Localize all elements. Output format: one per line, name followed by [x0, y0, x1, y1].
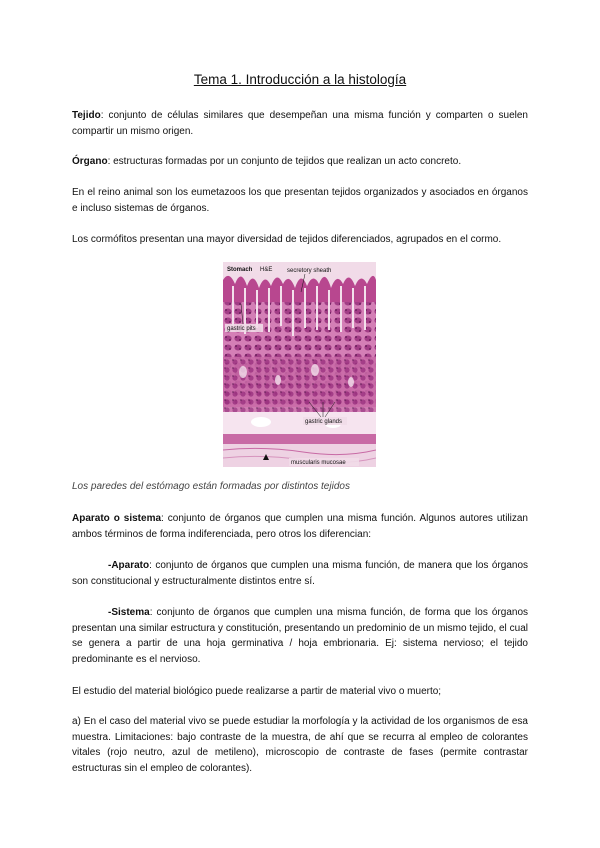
stomach-histology-image [223, 262, 376, 467]
stomach-histology-figure [223, 262, 376, 467]
paragraph-material-vivo: a) En el caso del material vivo se puede estudiar la morfología y la actividad de los organismos de esa muestra. Limitaciones: bajo contraste de la muestra, de ahí que se recurra al empleo de colorantes vitales (rojo neutro, azul de metileno), microscopio de contraste de fases (permite contrastar estructuras sin el empleo de colorantes). [72, 716, 528, 774]
definition-aparato-sistema: : conjunto de órganos que cumplen una misma función. Algunos autores utilizan ambos términos de forma indiferenciada, pero otros los diferencian: [72, 513, 528, 540]
label-gastric-glands: gastric glands [305, 419, 343, 425]
term-aparato: -Aparato [108, 560, 150, 571]
term-organo: Órgano [72, 156, 108, 167]
term-aparato-sistema: Aparato o sistema [72, 513, 162, 524]
label-stomach: Stomach [227, 267, 253, 273]
paragraph-reino-animal: En el reino animal son los eumetazoos los que presentan tejidos organizados y asociados en órganos e incluso sistemas de órganos. [72, 187, 528, 214]
paragraph-tejido [72, 108, 528, 139]
paragraph-cormofitos: Los cormófitos presentan una mayor diversidad de tejidos diferenciados, agrupados en el cormo. [72, 234, 502, 245]
label-secretory-sheath: secretory sheath [287, 268, 332, 274]
paragraph-aparato [72, 558, 528, 589]
definition-sistema: : conjunto de órganos que cumplen una misma función, de forma que los órganos presentan una similar estructura y constitución, presentando un predominio de un mismo tejido, el cual se genera a partir de una hoja germinativa / hoja embrionaria. Ej: sistema nervioso; el tejido predominante es el nervioso. [72, 607, 528, 665]
label-muscularis-mucosae: muscularis mucosae [291, 460, 346, 466]
definition-aparato: : conjunto de órganos que cumplen una misma función, de manera que los órganos son constitucional y estructuralmente distintos entre sí. [72, 560, 528, 587]
paragraph-sistema [72, 605, 528, 667]
paragraph-estudio: El estudio del material biológico puede realizarse a partir de material vivo o muerto; [72, 686, 442, 697]
paragraph-organo [72, 154, 528, 170]
label-magnification: H&E [260, 267, 273, 273]
term-sistema: -Sistema [108, 607, 150, 618]
figure-caption: Los paredes del estómago están formadas por distintos tejidos [72, 481, 350, 492]
label-gastric-pits: gastric pits [227, 326, 256, 332]
definition-organo: : estructuras formadas por un conjunto de tejidos que realizan un acto concreto. [107, 156, 462, 167]
term-tejido: Tejido [72, 110, 101, 121]
definition-tejido: : conjunto de células similares que desempeñan una misma función y comparten o suelen compartir un mismo origen. [72, 110, 528, 137]
paragraph-aparato-sistema [72, 511, 528, 542]
page-title: Tema 1. Introducción a la histología [193, 72, 407, 87]
